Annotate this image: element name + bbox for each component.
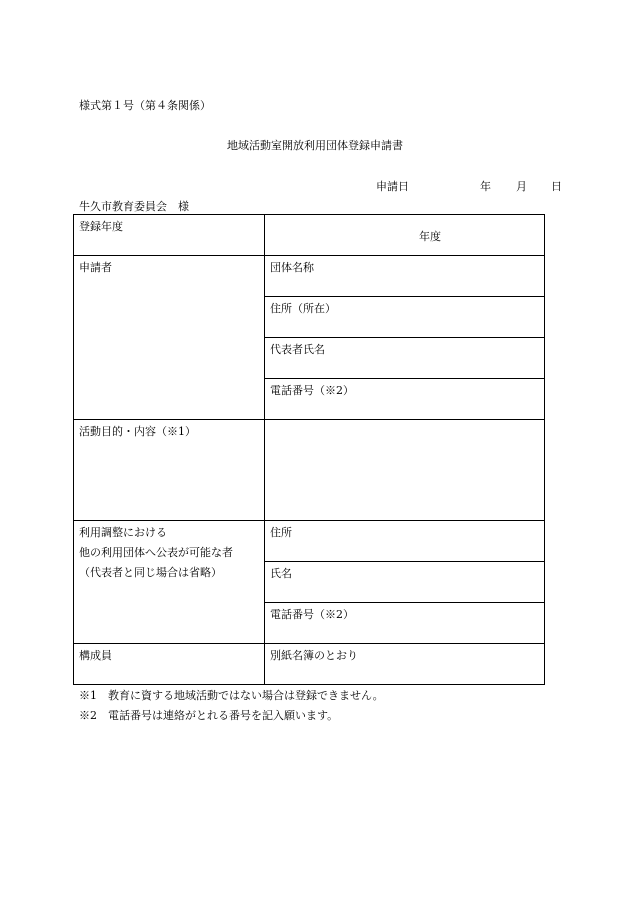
registration-year-suffix: 年度 [419,230,441,243]
purpose-row [74,420,545,521]
month-label: 月 [516,180,527,193]
members-row [74,644,545,685]
applicant-row [74,256,545,297]
form-number: 様式第１号（第４条関係） [79,99,211,112]
public-contact-row [74,521,545,562]
applicant-address-field[interactable]: 住所（所在） [265,297,545,338]
registration-year-field[interactable] [265,215,545,256]
footnote: ※1 教育に資する地域活動ではない場合は登録できません。 [79,689,384,702]
public-contact-phone-field[interactable]: 電話番号（※2） [265,603,545,644]
registration-year-label: 登録年度 [74,215,265,256]
addressee: 牛久市教育委員会 様 [79,200,189,213]
public-contact-label-line: 利用調整における [79,526,167,539]
applicant-phone-field[interactable]: 電話番号（※2） [265,379,545,420]
applicant-representative-field[interactable]: 代表者氏名 [265,338,545,379]
registration-year-row [74,215,545,256]
purpose-field[interactable] [265,420,545,521]
day-label: 日 [551,180,562,193]
members-label: 構成員 [74,644,265,685]
footnotes [79,686,384,726]
public-contact-address-field[interactable]: 住所 [265,521,545,562]
year-label: 年 [480,180,491,193]
application-date-label: 申請日 [376,180,409,193]
form-title: 地域活動室開放利用団体登録申請書 [227,139,403,152]
purpose-label: 活動目的・内容（※1） [74,420,265,521]
application-form-table [73,214,545,685]
members-field[interactable]: 別紙名簿のとおり [265,644,545,685]
applicant-group-name-field[interactable]: 団体名称 [265,256,545,297]
public-contact-label-line: 他の利用団体へ公表が可能な者 [79,546,233,559]
footnote: ※2 電話番号は連絡がとれる番号を記入願います。 [79,709,339,722]
public-contact-name-field[interactable]: 氏名 [265,562,545,603]
applicant-label: 申請者 [74,256,265,420]
public-contact-label [74,521,265,644]
public-contact-label-line: （代表者と同じ場合は省略） [79,566,222,579]
application-date [376,178,562,194]
